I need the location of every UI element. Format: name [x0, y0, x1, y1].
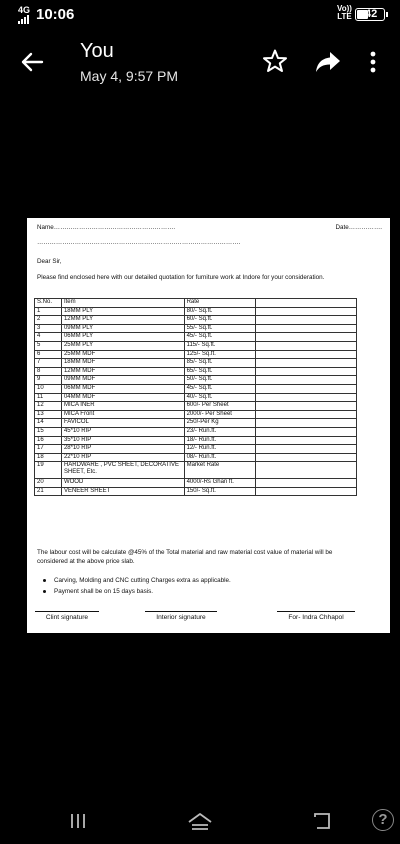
note-item: Payment shall be on 15 days basis.	[43, 586, 231, 597]
row-rate: 600/- Per Sheet	[184, 402, 256, 411]
row-extra	[256, 307, 357, 316]
row-extra	[256, 333, 357, 342]
row-rate: 18/- Run.ft.	[184, 436, 256, 445]
header-sno: S.No.	[35, 299, 62, 308]
row-sno: 11	[35, 393, 62, 402]
row-sno: 16	[35, 436, 62, 445]
row-sno: 20	[35, 479, 62, 488]
row-item: 18MM PLY	[61, 307, 184, 316]
back-icon[interactable]	[312, 811, 332, 831]
star-icon[interactable]	[262, 48, 288, 74]
notes-list	[43, 575, 231, 597]
row-item: VENEER SHEET	[61, 487, 184, 496]
row-sno: 2	[35, 316, 62, 325]
row-sno: 10	[35, 384, 62, 393]
row-item: FAVICOL	[61, 419, 184, 428]
row-extra	[256, 462, 357, 479]
row-sno: 21	[35, 487, 62, 496]
row-extra	[256, 324, 357, 333]
table-row	[35, 384, 357, 393]
header-item: Item	[61, 299, 184, 308]
row-sno: 1	[35, 307, 62, 316]
row-rate: 150/- Sq.ft.	[184, 487, 256, 496]
rate-table	[34, 298, 357, 496]
table-row	[35, 350, 357, 359]
row-rate: 80/- Sq.ft.	[184, 307, 256, 316]
row-rate: Market Rate	[184, 462, 256, 479]
row-item: 04MM MDF	[61, 393, 184, 402]
table-row	[35, 393, 357, 402]
row-rate: 115/- Sq.ft.	[184, 341, 256, 350]
table-row	[35, 341, 357, 350]
battery-icon	[355, 8, 385, 21]
status-bar	[0, 0, 400, 32]
row-extra	[256, 367, 357, 376]
share-icon[interactable]	[315, 50, 341, 74]
row-sno: 17	[35, 445, 62, 454]
row-item: WOOD	[61, 479, 184, 488]
row-item: MICA Front	[61, 410, 184, 419]
row-extra	[256, 359, 357, 368]
row-rate: 45/- Sq.ft.	[184, 384, 256, 393]
table-row	[35, 427, 357, 436]
row-item: 09MM PLY	[61, 324, 184, 333]
row-sno: 6	[35, 350, 62, 359]
row-rate: 12/- Run.ft.	[184, 445, 256, 454]
table-row	[35, 376, 357, 385]
row-extra	[256, 487, 357, 496]
table-row	[35, 419, 357, 428]
viewer-header	[0, 32, 400, 92]
volte-top: Vo))	[337, 4, 352, 13]
row-rate: 85/- Sq.ft.	[184, 359, 256, 368]
table-row	[35, 410, 357, 419]
row-rate: 23/- Run.ft.	[184, 427, 256, 436]
company-signature: For- Indra Chhapol	[277, 611, 355, 622]
table-row	[35, 333, 357, 342]
row-item: 22*10 RIP	[61, 453, 184, 462]
table-row	[35, 307, 357, 316]
row-rate: 250/-Per Kg	[184, 419, 256, 428]
home-icon[interactable]	[186, 811, 214, 833]
row-item: HARDWARE , PVC SHEET, DECORATIVE SHEET, Etc.	[61, 462, 184, 479]
volte-indicator	[337, 5, 352, 21]
header-rate: Rate	[184, 299, 256, 308]
row-sno: 18	[35, 453, 62, 462]
table-row	[35, 453, 357, 462]
row-extra	[256, 316, 357, 325]
row-extra	[256, 393, 357, 402]
row-extra	[256, 376, 357, 385]
more-vert-icon[interactable]	[368, 50, 378, 74]
row-sno: 15	[35, 427, 62, 436]
back-arrow-icon[interactable]	[18, 48, 46, 76]
table-row	[35, 359, 357, 368]
row-extra	[256, 479, 357, 488]
row-item: MICA INER	[61, 402, 184, 411]
doc-name-field: Name………………………………………………….	[37, 224, 176, 231]
row-rate: 60/- Sq.ft.	[184, 316, 256, 325]
doc-date-field: Date…………….	[335, 224, 382, 231]
header-extra	[256, 299, 357, 308]
row-rate: 4000/-Rs Ghan ft.	[184, 479, 256, 488]
table-row	[35, 462, 357, 479]
row-rate: 125/- Sq.ft.	[184, 350, 256, 359]
table-row	[35, 487, 357, 496]
row-extra	[256, 350, 357, 359]
table-row	[35, 367, 357, 376]
row-sno: 5	[35, 341, 62, 350]
row-sno: 3	[35, 324, 62, 333]
doc-intro: Please find enclosed here with our detailed quotation for furniture work at Indore for your consideration.	[37, 274, 325, 281]
table-row	[35, 436, 357, 445]
row-item: 25MM PLY	[61, 341, 184, 350]
row-item: 35*10 RIP	[61, 436, 184, 445]
system-nav-bar	[0, 800, 400, 844]
row-item: 12MM PLY	[61, 316, 184, 325]
row-sno: 4	[35, 333, 62, 342]
row-item: 06MM PLY	[61, 333, 184, 342]
row-sno: 12	[35, 402, 62, 411]
row-item: 12MM MDF	[61, 367, 184, 376]
row-extra	[256, 453, 357, 462]
status-time: 10:06	[36, 6, 75, 23]
row-extra	[256, 402, 357, 411]
network-type: 4G	[18, 5, 31, 15]
signal-icon	[18, 15, 29, 24]
row-rate: 50/- Sq.ft.	[184, 376, 256, 385]
row-rate: 65/- Sq.ft.	[184, 367, 256, 376]
help-icon[interactable]: ?	[372, 809, 394, 831]
row-rate: 40/- Sq.ft.	[184, 393, 256, 402]
interior-signature: Interior signature	[145, 611, 217, 622]
row-rate: 08/- Run.ft.	[184, 453, 256, 462]
table-row	[35, 316, 357, 325]
row-item: 28*10 RIP	[61, 445, 184, 454]
row-sno: 14	[35, 419, 62, 428]
row-item: 45*10 RIP	[61, 427, 184, 436]
message-timestamp: May 4, 9:57 PM	[80, 68, 179, 84]
row-item: 18MM MDF	[61, 359, 184, 368]
row-extra	[256, 341, 357, 350]
row-sno: 9	[35, 376, 62, 385]
doc-blank-line: …………………………………………………………………………………….	[37, 239, 241, 246]
recents-icon[interactable]	[68, 811, 88, 831]
client-signature: Clint signature	[35, 611, 99, 622]
volte-bottom: LTE	[337, 12, 352, 21]
row-item: 09MM MDF	[61, 376, 184, 385]
row-extra	[256, 427, 357, 436]
note-item: Carving, Molding and CNC cutting Charges extra as applicable.	[43, 575, 231, 586]
table-row	[35, 402, 357, 411]
row-rate: 2000/- Per Sheet	[184, 410, 256, 419]
row-item: 25MM MDF	[61, 350, 184, 359]
row-sno: 13	[35, 410, 62, 419]
row-extra	[256, 410, 357, 419]
row-extra	[256, 384, 357, 393]
labour-note: The labour cost will be calculate @45% of the Total material and raw material cost value of material will be considered at the above price slab.	[37, 549, 333, 565]
sender-name: You	[80, 40, 114, 62]
table-row	[35, 445, 357, 454]
row-rate: 55/- Sq.ft.	[184, 324, 256, 333]
row-sno: 7	[35, 359, 62, 368]
doc-salutation: Dear Sir,	[37, 258, 62, 265]
table-row	[35, 324, 357, 333]
battery-level: 42	[365, 8, 378, 20]
row-sno: 19	[35, 462, 62, 479]
table-header-row	[35, 299, 357, 308]
row-extra	[256, 436, 357, 445]
quotation-document-image[interactable]	[27, 218, 390, 633]
row-rate: 45/- Sq.ft.	[184, 333, 256, 342]
row-extra	[256, 419, 357, 428]
row-extra	[256, 445, 357, 454]
table-row	[35, 479, 357, 488]
row-sno: 8	[35, 367, 62, 376]
row-item: 06MM MDF	[61, 384, 184, 393]
